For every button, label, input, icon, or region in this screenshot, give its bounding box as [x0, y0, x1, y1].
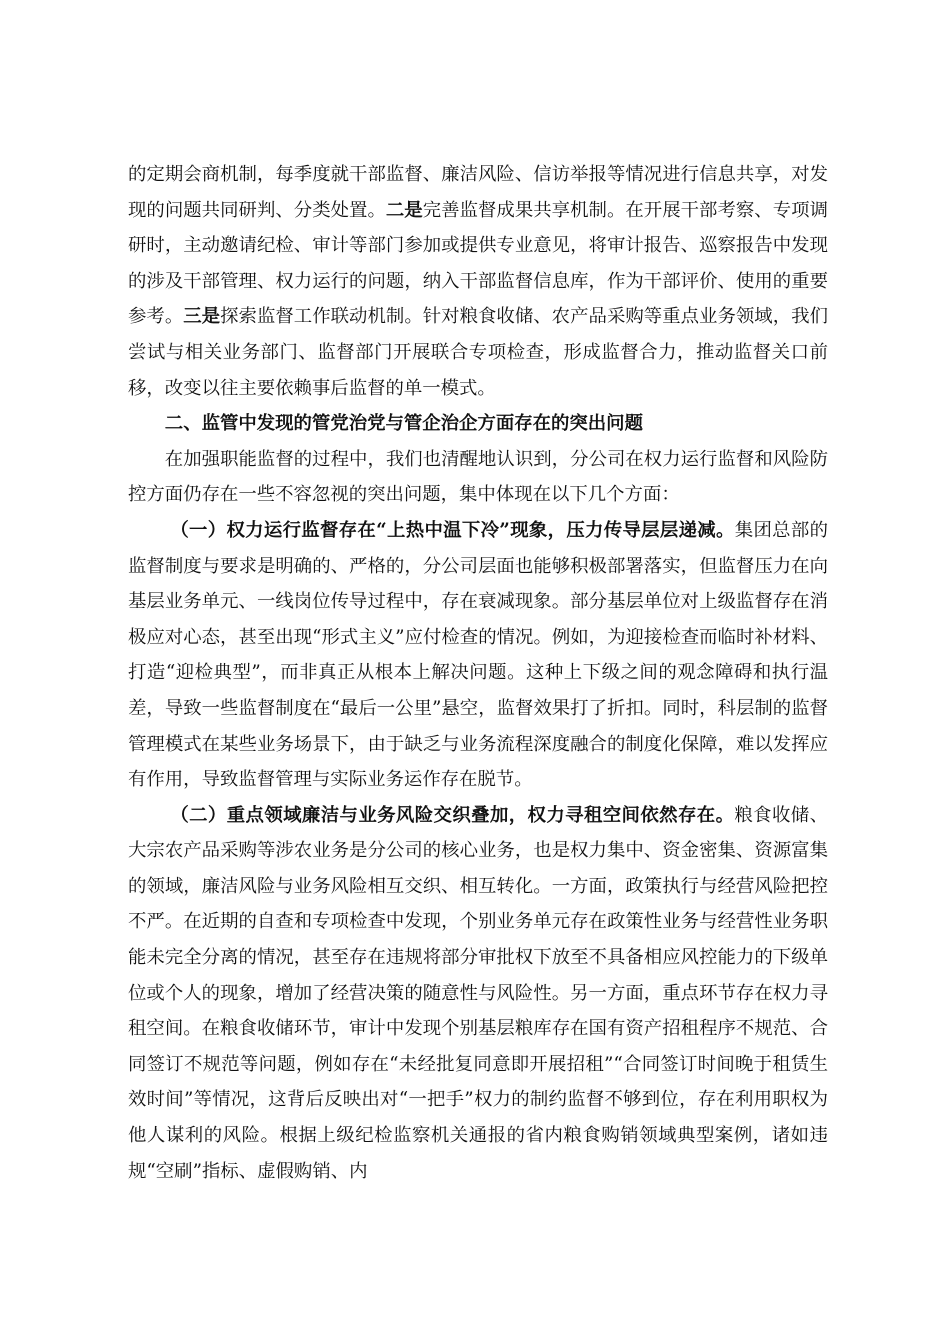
paragraph-text: 探索监督工作联动机制。针对粮食收储、农产品采购等重点业务领域，我们尝试与相关业务部门、监督部门开展联合专项检查，形成监督合力，推动监督关口前移，改变以往主要依赖事后监督的单一模式。 [128, 306, 828, 399]
paragraph-supervision-mechanisms [128, 157, 828, 406]
paragraph-intro-problems: 在加强职能监督的过程中，我们也清醒地认识到，分公司在权力运行监督和风险防控方面仍存在一些不容忽视的突出问题，集中体现在以下几个方面： [128, 448, 828, 506]
paragraph-problem-2 [128, 798, 828, 1190]
bold-marker-third: 三是 [183, 306, 221, 328]
paragraph-text: 集团总部的监督制度与要求是明确的、严格的，分公司层面也能够积极部署落实，但监督压力在向基层业务单元、一线岗位传导过程中，存在衰减现象。部分基层单位对上级监督存在消极应对心态，甚至出现“形式主义”应付检查的情况。例如，为迎接检查而临时补材料、打造“迎检典型”，而非真正从根本上解决问题。这种上下级之间的观念障碍和执行温差，导致一些监督制度在“最后一公里”悬空，监督效果打了折扣。同时，科层制的监督管理模式在某些业务场景下，由于缺乏与业务流程深度融合的制度化保障，难以发挥应有作用，导致监督管理与实际业务运作存在脱节。 [128, 519, 828, 791]
paragraph-text: 完善监督成果共享机制。在开展干部考察、专项调研时，主动邀请纪检、审计等部门参加或提供专业意见，将审计报告、巡察报告中发现的涉及干部管理、权力运行的问题，纳入干部监督信息库，作为干部评价、使用的重要参考。 [128, 199, 828, 328]
document-page [128, 157, 828, 1189]
subheading-problem-1: （一）权力运行监督存在“上热中温下冷”现象，压力传导层层递减。 [170, 519, 735, 541]
paragraph-text: 粮食收储、大宗农产品采购等涉农业务是分公司的核心业务，也是权力集中、资金密集、资源富集的领域，廉洁风险与业务风险相互交织、相互转化。一方面，政策执行与经营风险把控不严。在近期的自查和专项检查中发现，个别业务单元存在政策性业务与经营性业务职能未完全分离的情况，甚至存在违规将部分审批权下放至不具备相应风控能力的下级单位或个人的现象，增加了经营决策的随意性与风险性。另一方面，重点环节存在权力寻租空间。在粮食收储环节，审计中发现个别基层粮库存在国有资产招租程序不规范、合同签订不规范等问题，例如存在“未经批复同意即开展招租”“合同签订时间晚于租赁生效时间”等情况，这背后反映出对“一把手”权力的制约监督不够到位，存在利用职权为他人谋利的风险。根据上级纪检监察机关通报的省内粮食购销领域典型案例，诸如违规“空刷”指标、虚假购销、内 [128, 804, 828, 1182]
section-heading-2: 二、监管中发现的管党治党与管企治企方面存在的突出问题 [164, 413, 643, 435]
bold-marker-second: 二是 [385, 199, 423, 221]
subheading-problem-2: （二）重点领域廉洁与业务风险交织叠加，权力寻租空间依然存在。 [170, 804, 735, 826]
paragraph-text: 的定期会商机制，每季度就干部监督、廉洁风险、信访举报等情况进行信息共享，对发现的问题共同研判、分类处置。 [128, 164, 828, 221]
paragraph-problem-1 [128, 513, 828, 798]
